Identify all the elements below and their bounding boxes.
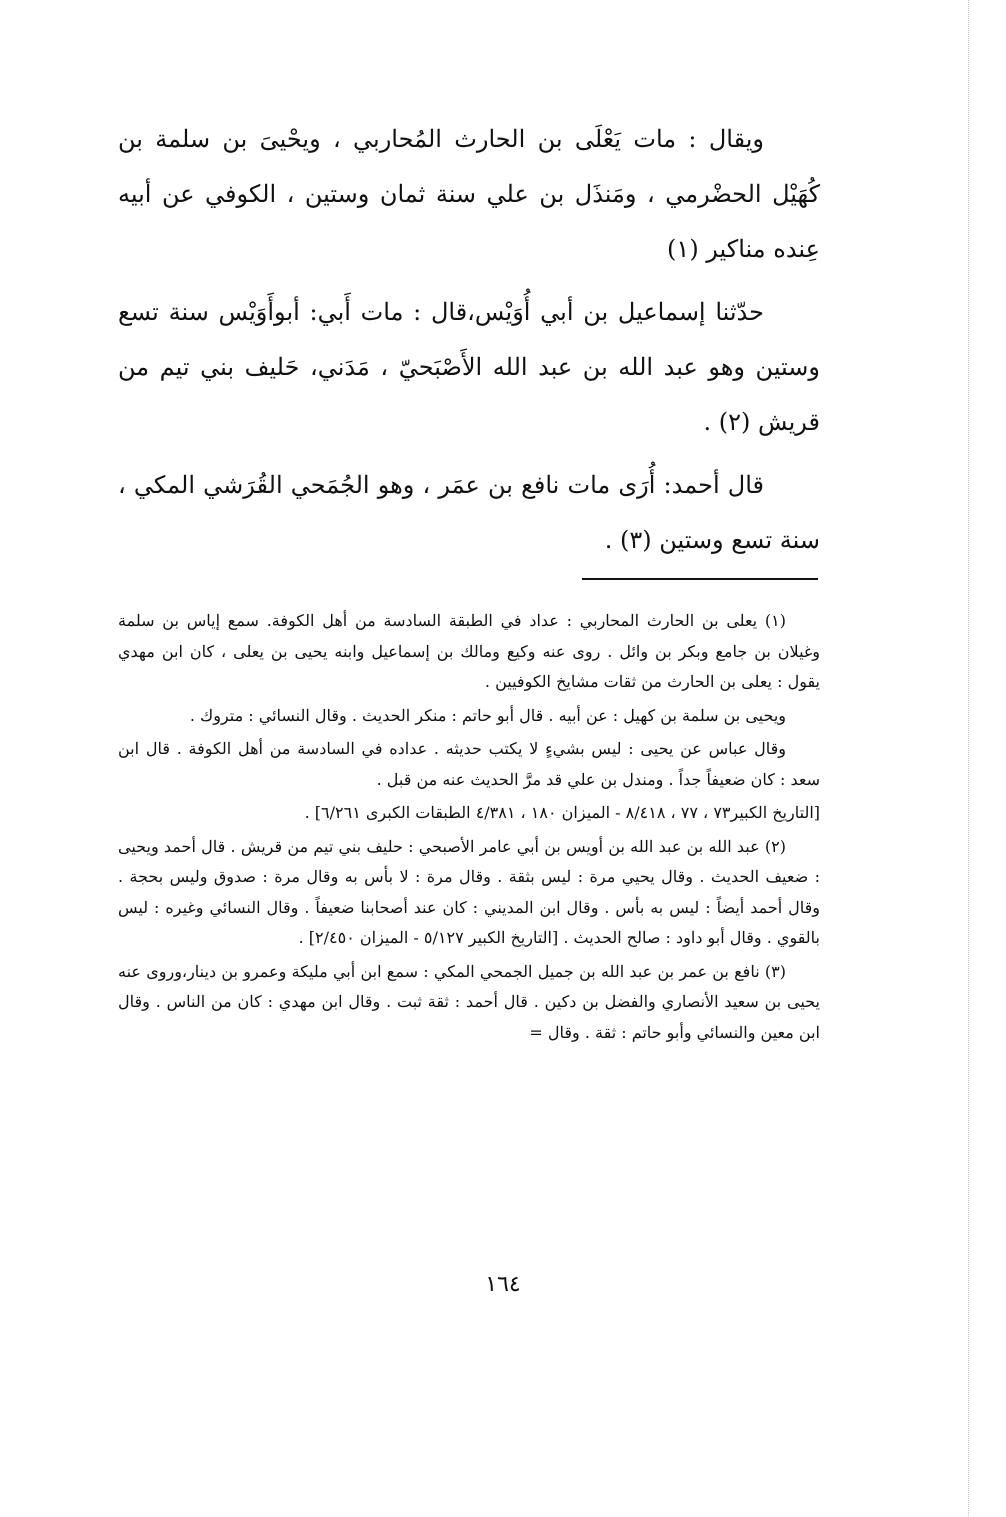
page-number: ١٦٤ — [485, 1272, 521, 1297]
footnote: (٣) نافع بن عمر بن عبد الله بن جميل الجمحي المكي : سمع ابن أبي مليكة وعمرو بن دينار،وروى عنه يحيى بن سعيد الأنصاري والفضل بن دكين . قال أحمد : ثقة ثبت . وقال ابن مهدي : كان من الناس . وقال ابن معين والنسائي وأبو حاتم : ثقة . وقال = — [118, 961, 820, 1042]
paragraph: حدّثنا إسماعيل بن أبي أُوَيْس،قال : مات أَبي: أبوأَوَيْس سنة تسع وستين وهو عبد الله بن عبد الله الأَصْبَحيّ ، مَدَني، حَليف بني تيم من قريش (٢) . — [118, 298, 820, 436]
footnote-divider — [582, 578, 818, 580]
footnote: وقال عباس عن يحيى : ليس بشيءٍ لا يكتب حديثه . عداده في السادسة من أهل الكوفة . قال ابن سعد : كان ضعيفاً جداً . ومندل بن علي قد مرَّ الحديث عنه من قبل . — [118, 739, 820, 789]
footnote: ويحيى بن سلمة بن كهيل : عن أبيه . قال أبو حاتم : منكر الحديث . وقال النسائي : متروك . — [189, 705, 786, 725]
paragraph: قال أحمد: أُرَى مات نافع بن عمَر ، وهو الجُمَحي القُرَشي المكي ، سنة تسع وستين (٣) . — [118, 471, 820, 554]
main-text — [118, 112, 820, 576]
paragraph: ويقال : مات يَعْلَى بن الحارث المُحاربي ، ويحْيىَ بن سلمة بن كُهَيْل الحضْرمي ، ومَنذَل بن علي سنة ثمان وستين ، الكوفي عن أبيه عِنده مناكير (١) — [118, 125, 820, 263]
footnotes — [118, 606, 820, 1051]
scan-edge — [968, 0, 969, 1517]
footnote: (١) يعلى بن الحارث المحاربي : عداد في الطبقة السادسة من أهل الكوفة. سمع إياس بن سلمة وغيلان بن جامع وبكر بن وائل . روى عنه وكيع ومالك بن إسماعيل وابنه يحيى بن يعلى ، كان ابن مهدي يقول : يعلى بن الحارث من ثقات مشايخ الكوفيين . — [118, 611, 820, 691]
footnote-reference: [التاريخ الكبير٧٣ ، ٧٧ ، ٨/٤١٨ - الميزان ١٨٠ ، ٤/٣٨١ الطبقات الكبرى ٦/٢٦١] . — [304, 803, 820, 822]
footnote: (٢) عبد الله بن عبد الله بن أويس بن أبي عامر الأصبحي : حليف بني تيم من قريش . قال أحمد ويحيى : ضعيف الحديث . وقال يحيي مرة : ليس بثقة . وقال مرة : لا بأس به وقال مرة : صدوق وليس بحجة . وقال أحمد أيضاً : ليس به بأس . وقال ابن المديني : كان عند أصحابنا ضعيفاً . وقال النسائي وغيره : ليس بالقوي . وقال أبو داود : صالح الحديث . [التاريخ الكبير ٥/١٢٧ - الميزان ٢/٤٥٠] . — [118, 836, 821, 947]
